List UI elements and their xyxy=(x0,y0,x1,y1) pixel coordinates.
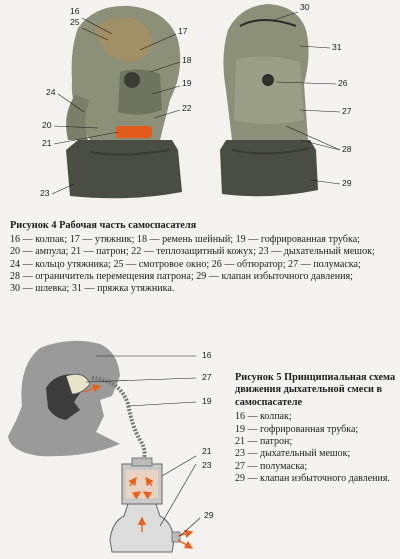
fig5-label-29: 29 xyxy=(204,510,214,520)
fig4-label-22: 22 xyxy=(182,103,192,113)
self-rescuer-photos xyxy=(0,0,400,212)
fig4-label-24: 24 xyxy=(46,87,56,97)
fig4-label-18: 18 xyxy=(182,55,192,65)
figure5-caption-item: 29 — клапан избыточного давления. xyxy=(235,473,390,485)
fig4-label-23: 23 xyxy=(40,188,50,198)
fig4-label-19: 19 xyxy=(182,78,192,88)
figure5-caption-item: 23 — дыхательный мешок; xyxy=(235,448,351,460)
fig4-label-20: 20 xyxy=(42,120,52,130)
figure5-caption xyxy=(235,372,400,486)
fig4-label-29: 29 xyxy=(342,178,352,188)
figure4-caption-line: 30 — шлевка; 31 — пряжка утяжника. xyxy=(10,283,175,295)
left-unit-photo xyxy=(66,6,182,198)
figure4-caption xyxy=(10,220,398,295)
fig4-label-16: 16 xyxy=(70,6,80,16)
fig5-label-16: 16 xyxy=(202,350,212,360)
figure4-caption-line: 16 — колпак; 17 — утяжник; 18 — ремень шейный; 19 — гофрированная трубка; xyxy=(10,234,360,246)
fig4-label-27: 27 xyxy=(342,106,352,116)
fig4-label-31: 31 xyxy=(332,42,342,52)
figure4-caption-line: 20 — ампула; 21 — патрон; 22 — теплозащитный кожух; 23 — дыхательный мешок; xyxy=(10,246,375,258)
fig4-label-21: 21 xyxy=(42,138,52,148)
figure5-caption-item: 27 — полумаска; xyxy=(235,460,308,472)
figure5-caption-title: Рисунок 5 Принципиальная схема движения дыхательной смеси в самоспасателе xyxy=(235,372,396,408)
figure5-caption-item: 19 — гофрированная трубка; xyxy=(235,423,359,435)
figure4-caption-line: 28 — ограничитель перемещения патрона; 29 — клапан избыточного давления; xyxy=(10,270,353,282)
figure4-caption-line: 24 — кольцо утяжника; 25 — смотровое окно; 26 — обтюратор; 27 — полумаска; xyxy=(10,258,361,270)
fig4-label-30: 30 xyxy=(300,2,310,12)
figure5-schematic xyxy=(0,336,230,554)
fig4-label-28: 28 xyxy=(342,144,352,154)
fig5-label-23: 23 xyxy=(202,460,212,470)
fig4-label-25: 25 xyxy=(70,17,80,27)
fig4-label-26: 26 xyxy=(338,78,348,88)
breathing-flow-diagram xyxy=(0,336,230,554)
figure5-caption-item: 16 — колпак; xyxy=(235,411,292,423)
fig5-label-21: 21 xyxy=(202,446,212,456)
figure4-photos xyxy=(0,0,400,212)
figure5-caption-item: 21 — патрон; xyxy=(235,436,293,448)
right-unit-photo xyxy=(220,4,318,196)
fig5-label-19: 19 xyxy=(202,396,212,406)
figure4-caption-title: Рисунок 4 Рабочая часть самоспасателя xyxy=(10,220,197,231)
fig5-label-27: 27 xyxy=(202,372,212,382)
fig4-label-17: 17 xyxy=(178,26,188,36)
